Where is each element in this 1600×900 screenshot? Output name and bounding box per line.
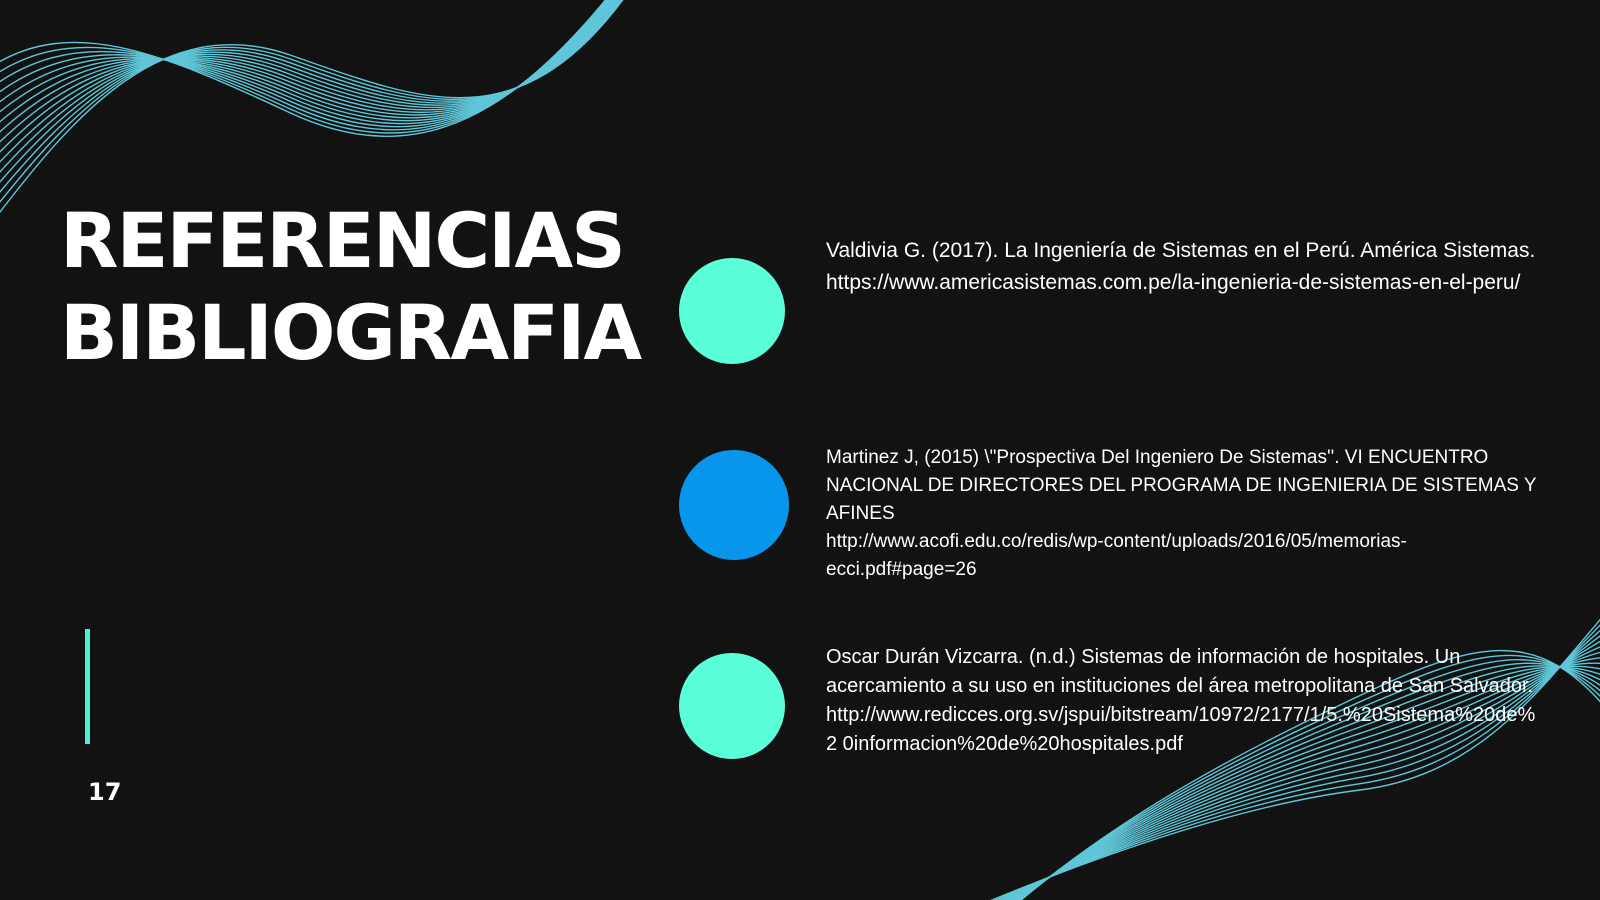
wave-line [0,0,630,127]
wave-line [0,0,630,124]
page-number: 17 [88,778,122,806]
wave-line [0,0,630,183]
wave-line [0,0,630,173]
wave-line [0,0,630,214]
title-line-2: BIBLIOGRAFIA [60,288,641,377]
reference-bullet-1 [679,258,785,364]
reference-item-2 [826,444,1546,584]
reference-url-2[interactable]: http://www.acofi.edu.co/redis/wp-content/uploads/2016/05/memorias-ecci.pdf#page=26 [826,531,1407,580]
reference-item-1 [826,235,1546,299]
wave-line [0,0,630,162]
wave-line [0,0,630,152]
wave-line [0,0,630,193]
title-line-1: REFERENCIAS [60,196,624,285]
wave-line [0,0,630,121]
wave-line [0,0,630,133]
accent-bar [85,629,90,744]
reference-bullet-2 [679,450,789,560]
slide-title [60,195,640,379]
wave-line [0,0,630,131]
wave-line [0,0,630,130]
wave-line [0,0,630,136]
reference-text-2: Martinez J, (2015) \"Prospectiva Del Ingeniero De Sistemas''. VI ENCUENTRO NACIONAL DE DIRECTORES DEL PROGRAMA DE INGENIERIA DE SISTEMAS Y AFINES [826,447,1537,524]
reference-url-1[interactable]: https://www.americasistemas.com.pe/la-ingenieria-de-sistemas-en-el-peru/ [826,271,1521,294]
reference-text-3: Oscar Durán Vizcarra. (n.d.) Sistemas de información de hospitales. Un acercamiento a su uso en instituciones del área metropolitana de San Salvador. [826,646,1534,697]
wave-line [0,0,630,204]
reference-url-3[interactable]: http://www.redicces.org.sv/jspui/bitstream/10972/2177/1/5.%20Sistema%20de%2 0informacion%20de%20hospitales.pdf [826,704,1536,755]
reference-item-3 [826,643,1546,759]
wave-line [0,0,630,141]
reference-bullet-3 [679,653,785,759]
wave-line [0,0,630,225]
reference-text-1: Valdivia G. (2017). La Ingeniería de Sistemas en el Perú. América Sistemas. [826,239,1536,262]
